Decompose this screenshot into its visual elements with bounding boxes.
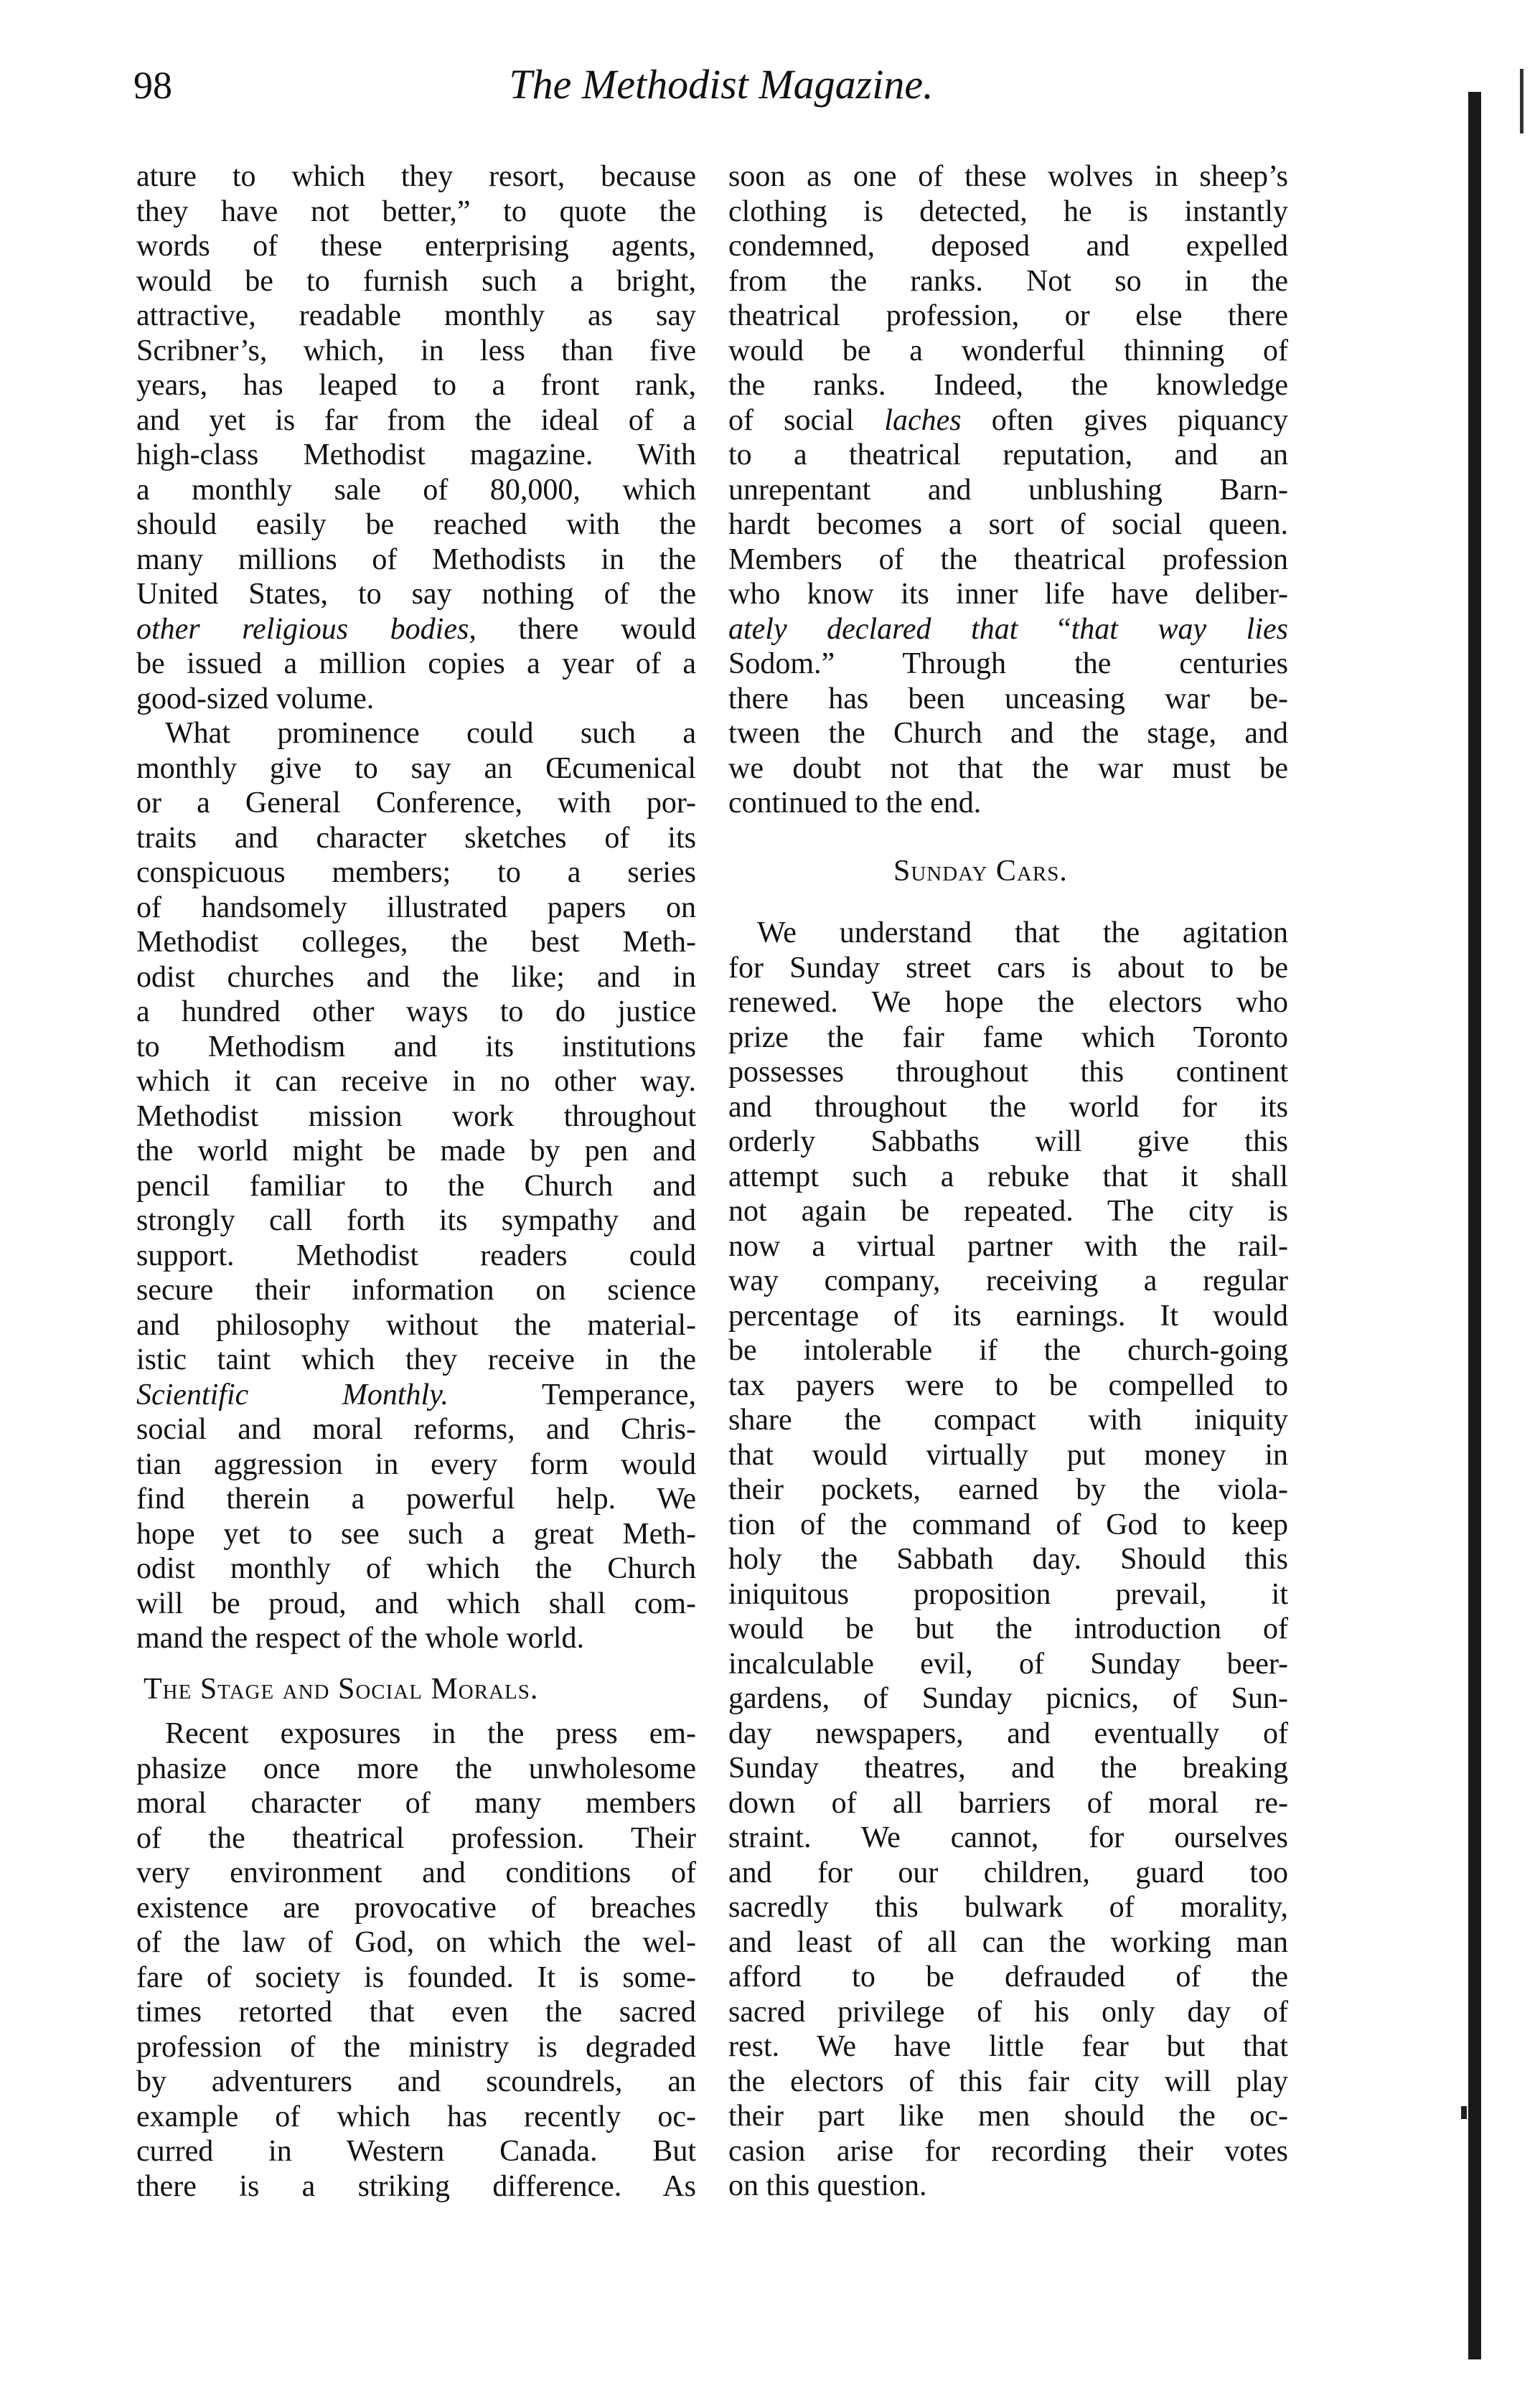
text-line: condemned, deposed and expelled [728,230,1288,263]
text-line: and throughout the world for its [728,1090,1288,1124]
text-line: support. Methodist readers could [136,1239,696,1272]
text-segment: of social [728,403,885,437]
text-line: Sunday theatres, and the breaking [728,1752,1288,1785]
text-line: percentage of its earnings. It would [728,1299,1288,1333]
text-line [728,612,1288,647]
text-line: incalculable evil, of Sunday beer- [728,1647,1288,1681]
scan-edge-mark [1520,69,1523,133]
right-column-section-text [728,916,1288,2204]
text-line: their pockets, earned by the viola- [728,1473,1288,1506]
text-line: moral character of many members [136,1787,696,1820]
text-line: Sodom.” Through the centuries [728,647,1288,680]
text-line: down of all barriers of moral re- [728,1786,1288,1820]
text-line: Methodist mission work throughout [136,1099,696,1133]
text-line: or a General Conference, with por- [136,786,696,819]
text-line: of the law of God, on which the wel- [136,1926,696,1959]
text-line: good-sized volume. [136,682,375,715]
text-line: strongly call forth its sympathy and [136,1204,696,1237]
text-line: odist churches and the like; and in [136,960,696,994]
text-line: phasize once more the unwholesome [136,1752,696,1785]
text-line: from the ranks. Not so in the [728,264,1288,298]
text-line: theatrical profession, or else there [728,299,1288,332]
text-line: pencil familiar to the Church and [136,1169,696,1203]
text-line: be issued a million copies a year of a [136,647,696,680]
text-line: conspicuous members; to a series [136,856,696,889]
text-line: continued to the end. [728,786,982,819]
text-line: existence are provocative of breaches [136,1891,696,1925]
text-line: tax payers were to be compelled to [728,1368,1288,1402]
text-line: casion arise for recording their votes [728,2134,1288,2168]
text-line: the ranks. Indeed, the knowledge [728,369,1288,402]
text-line: attempt such a rebuke that it shall [728,1160,1288,1193]
text-line: soon as one of these wolves in sheep’s [728,160,1288,193]
running-title: The Methodist Magazine. [509,61,934,108]
text-line: which it can receive in no other way. [136,1065,696,1098]
text-line: share the compact with iniquity [728,1404,1288,1437]
text-line: gardens, of Sunday picnics, of Sun- [728,1682,1288,1715]
text-line: unrepentant and unblushing Barn- [728,473,1288,507]
text-line: tion of the command of God to keep [728,1508,1288,1541]
text-line: be intolerable if the church-going [728,1334,1288,1367]
text-line [136,612,696,647]
text-line: odist monthly of which the Church [136,1552,696,1585]
text-line: afford to be defrauded of the [728,1960,1288,1993]
text-line: to Methodism and its institutions [136,1030,696,1063]
text-line: they have not better,” to quote the [136,194,696,228]
text-line: What prominence could such a [165,717,696,750]
text-line: Methodist colleges, the best Meth- [136,926,696,959]
text-line: to a theatrical reputation, and an [728,438,1288,471]
text-line: who know its inner life have deliber- [728,578,1288,611]
text-line [136,1378,696,1413]
text-line: and least of all can the working man [728,1925,1288,1959]
text-segment: often gives piquancy [961,403,1289,437]
text-line: will be proud, and which shall com- [136,1587,696,1620]
text-line: very environment and conditions of [136,1856,696,1889]
text-line: find therein a powerful help. We [136,1483,696,1516]
text-line: day newspapers, and eventually of [728,1716,1288,1750]
text-line: way company, receiving a regular [728,1264,1288,1297]
text-line [728,403,1288,438]
text-line: would be but the introduction of [728,1612,1288,1645]
text-line: curred in Western Canada. But [136,2135,696,2168]
text-line: clothing is detected, he is instantly [728,194,1288,228]
text-line: the world might be made by pen and [136,1135,696,1168]
text-line: of the theatrical profession. Their [136,1821,696,1855]
text-line: times retorted that even the sacred [136,1996,696,2029]
text-line: the electors of this fair city will play [728,2064,1288,2098]
text-line: holy the Sabbath day. Should this [728,1543,1288,1576]
section-heading-stage-social-morals: The Stage and Social Morals. [144,1673,539,1706]
page-number: 98 [133,64,172,107]
text-line: United States, to say nothing of the [136,578,696,611]
text-line: example of which has recently oc- [136,2100,696,2133]
italic-text: Scientific Monthly. [136,1378,449,1411]
text-line: straint. We cannot, for ourselves [728,1821,1288,1854]
text-line: for Sunday street cars is about to be [728,951,1288,985]
text-line: Recent exposures in the press em- [165,1717,696,1750]
text-segment: Temperance, [449,1378,696,1411]
text-line: monthly give to say an Œcumenical [136,751,696,785]
text-segment: “ [1018,612,1071,646]
text-line: Scribner’s, which, in less than five [136,334,696,367]
text-line: ature to which they resort, because [136,160,696,193]
text-line: rest. We have little fear but that [728,2030,1288,2063]
italic-text: laches [884,403,962,437]
page-edge-shadow [1468,92,1481,2359]
text-line: should easily be reached with the [136,508,696,541]
text-line: renewed. We hope the electors who [728,986,1288,1019]
text-line: many millions of Methodists in the [136,542,696,576]
text-line: we doubt not that the war must be [728,751,1288,785]
text-line: traits and character sketches of its [136,821,696,855]
text-line: iniquitous proposition prevail, it [728,1577,1288,1611]
right-column-body [728,159,1288,821]
text-line: orderly Sabbaths will give this [728,1125,1288,1158]
text-line: tween the Church and the stage, and [728,717,1288,750]
text-line: a hundred other ways to do justice [136,995,696,1028]
text-line: mand the respect of the whole world. [136,1622,584,1655]
text-line: attractive, readable monthly as say [136,299,696,332]
text-line: istic taint which they receive in the [136,1343,696,1376]
text-line: would be to furnish such a bright, [136,264,696,298]
italic-text: other religious bodies, [136,612,476,646]
text-line: high-class Methodist magazine. With [136,438,696,471]
scan-margin-mark [1461,2106,1467,2119]
text-line: sacred privilege of his only day of [728,1995,1288,2029]
text-line: sacredly this bulwark of morality, [728,1891,1288,1924]
italic-text: ately declared that [728,612,1018,646]
text-line: not again be repeated. The city is [728,1195,1288,1228]
text-line: Members of the theatrical profession [728,542,1288,576]
text-line: tian aggression in every form would [136,1447,696,1481]
text-line: on this question. [728,2169,927,2202]
left-column-body [136,159,696,1656]
text-line: We understand that the agitation [757,916,1288,949]
text-line: words of these enterprising agents, [136,230,696,263]
text-line: hope yet to see such a great Meth- [136,1517,696,1551]
text-line: that would virtually put money in [728,1438,1288,1472]
text-line: there has been unceasing war be- [728,682,1288,715]
text-line: of handsomely illustrated papers on [136,891,696,924]
text-line: fare of society is founded. It is some- [136,1960,696,1994]
text-line: prize the fair fame which Toronto [728,1020,1288,1054]
text-line: and yet is far from the ideal of a [136,403,696,437]
section-heading-sunday-cars: Sunday Cars. [893,855,1068,888]
text-line: years, has leaped to a front rank, [136,369,696,402]
text-line: their part like men should the oc- [728,2100,1288,2133]
italic-text: that way lies [1071,612,1288,646]
text-line: and for our children, guard too [728,1856,1288,1889]
text-line: social and moral reforms, and Chris- [136,1413,696,1446]
text-line: by adventurers and scoundrels, an [136,2065,696,2098]
text-line: now a virtual partner with the rail- [728,1229,1288,1263]
text-line: hardt becomes a sort of social queen. [728,508,1288,541]
text-line: and philosophy without the material- [136,1308,696,1342]
text-line: possesses throughout this continent [728,1056,1288,1089]
left-column-section-text [136,1716,696,2204]
text-line: there is a striking difference. As [136,2169,696,2203]
text-line: would be a wonderful thinning of [728,334,1288,367]
text-segment: there would [476,612,696,646]
text-line: a monthly sale of 80,000, which [136,473,696,507]
text-line: secure their information on science [136,1274,696,1307]
text-line: profession of the ministry is degraded [136,2030,696,2064]
